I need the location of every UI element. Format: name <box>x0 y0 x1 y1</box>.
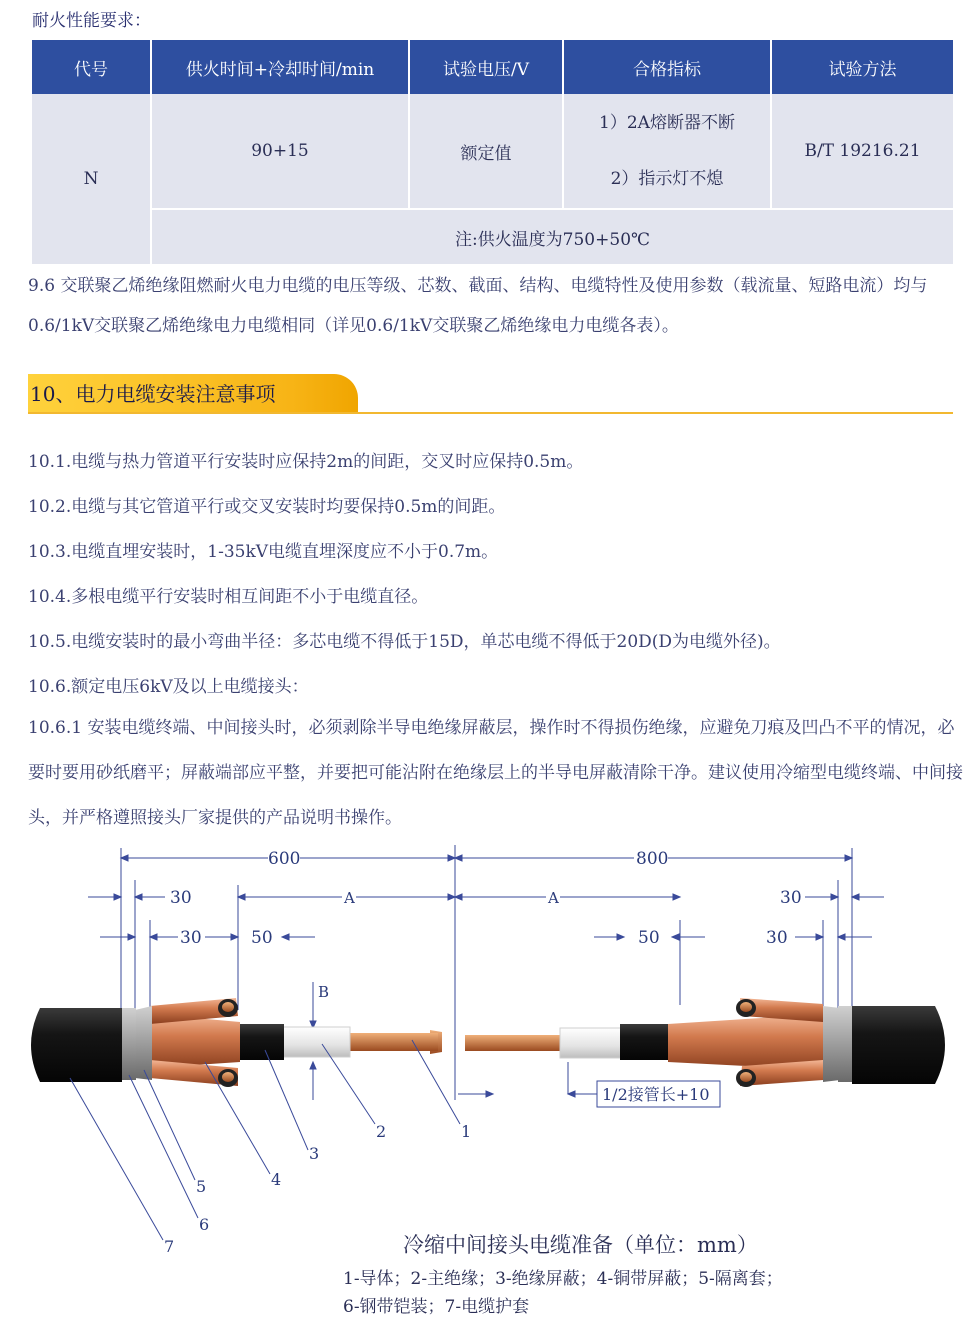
leader-6 <box>129 1075 198 1218</box>
fire-performance-title: 耐火性能要求： <box>32 11 151 31</box>
arrow <box>838 934 845 940</box>
left-core-conductor-upper <box>222 1002 234 1012</box>
label-30-left-bottom: 30 <box>180 928 202 948</box>
left-cable <box>31 998 442 1087</box>
callout-4: 4 <box>271 1170 282 1189</box>
header-method: 试验方法 <box>772 40 953 94</box>
right-copper-screen-core <box>668 1014 823 1070</box>
arrow <box>128 934 135 940</box>
item-10-1: 10.1.电缆与热力管道平行安装时应保持2m的间距，交叉时应保持0.5m。 <box>28 452 584 472</box>
left-outer-sheath <box>31 1008 122 1082</box>
callout-3: 3 <box>309 1144 320 1163</box>
callout-1: 1 <box>461 1122 472 1141</box>
cell-method: B/T 19216.21 <box>772 94 953 208</box>
label-800: 800 <box>636 849 669 869</box>
label-600: 600 <box>268 849 301 869</box>
right-steel-armour <box>838 1006 852 1082</box>
label-b: B <box>318 983 330 1001</box>
label-half-tube: 1/2接管长+10 <box>602 1085 710 1104</box>
cell-code: N <box>32 94 152 264</box>
arrow <box>150 934 157 940</box>
arrow <box>238 894 245 900</box>
header-code: 代号 <box>32 40 152 94</box>
cell-voltage: 额定值 <box>410 94 564 208</box>
arrow <box>486 1091 493 1097</box>
table-note: 注:供火温度为750+50℃ <box>152 208 953 264</box>
right-cable <box>465 998 945 1087</box>
arrow <box>568 1091 575 1097</box>
diagram-caption: 冷缩中间接头电缆准备（单位：mm） <box>403 1233 758 1257</box>
right-main-insulation <box>560 1028 622 1058</box>
arrow <box>455 855 462 861</box>
callout-6: 6 <box>199 1215 210 1234</box>
right-outer-sheath <box>852 1006 945 1084</box>
table-note-row <box>32 208 953 264</box>
section-title: 10、电力电缆安装注意事项 <box>30 382 276 406</box>
cell-criteria <box>564 94 772 208</box>
item-10-4: 10.4.多根电缆平行安装时相互间距不小于电缆直径。 <box>28 587 429 607</box>
section-header <box>28 372 953 416</box>
arrow <box>816 934 823 940</box>
header-time: 供火时间+冷却时间/min <box>152 40 410 94</box>
arrow <box>831 894 838 900</box>
section-header-underline <box>28 412 953 414</box>
left-separation-sheath <box>135 1006 152 1080</box>
arrow <box>845 855 852 861</box>
criteria-2: 2）指示灯不熄 <box>610 169 724 189</box>
callout-7: 7 <box>164 1237 175 1256</box>
criteria-1: 1）2A熔断器不断 <box>599 113 735 133</box>
leader-3 <box>265 1050 308 1150</box>
diagram-legend-line-2: 6-钢带铠装；7-电缆护套 <box>343 1297 530 1317</box>
leader-5 <box>144 1070 195 1180</box>
paragraph-9-6: 9.6 交联聚乙烯绝缘阻燃耐火电力电缆的电压等级、芯数、截面、结构、电缆特性及使用参数（载流量、短路电流）均与0.6/1kV交联聚乙烯绝缘电力电缆相同（详见0.6/1kV交联聚乙烯绝缘电力电缆各表）。 <box>28 276 928 336</box>
header-voltage: 试验电压/V <box>410 40 564 94</box>
right-core-conductor-lower <box>740 1072 752 1082</box>
right-conductor <box>465 1035 565 1051</box>
arrow <box>852 894 859 900</box>
callout-5: 5 <box>196 1177 207 1196</box>
label-a-left: A <box>344 889 355 907</box>
label-30-right-bottom: 30 <box>766 928 788 948</box>
left-steel-armour <box>122 1008 136 1080</box>
arrow <box>135 894 142 900</box>
left-conductor <box>350 1033 438 1051</box>
leader-7 <box>70 1078 163 1240</box>
right-core-conductor-upper <box>740 1002 752 1012</box>
right-separation-sheath <box>823 1006 840 1082</box>
arrow <box>673 894 680 900</box>
arrow <box>310 1062 316 1069</box>
arrow <box>121 855 128 861</box>
table-row <box>32 94 953 208</box>
paragraph-10-6-1: 10.6.1 安装电缆终端、中间接头时，必须剥除半导电绝缘屏蔽层，操作时不得损伤绝缘，应避免刀痕及凹凸不平的情况，必要时要用砂纸磨平；屏蔽端部应平整，并要把可能沾附在绝缘层上的半导电屏蔽清除干净。建议使用冷缩型电缆终端、中间接头，并严格遵照接头厂家提供的产品说明书操作。 <box>28 718 963 828</box>
arrow <box>672 934 679 940</box>
cell-time: 90+15 <box>152 94 410 208</box>
fire-performance-table <box>32 40 953 264</box>
left-main-insulation <box>282 1027 350 1057</box>
diagram-legend-line-1: 1-导体；2-主绝缘；3-绝缘屏蔽；4-铜带屏蔽；5-隔离套； <box>343 1269 783 1289</box>
label-a-right: A <box>548 889 559 907</box>
header-criteria: 合格指标 <box>564 40 772 94</box>
arrow <box>114 894 121 900</box>
dimension-labels <box>170 849 802 1104</box>
left-insulation-screen <box>236 1024 284 1060</box>
right-insulation-screen <box>620 1024 670 1060</box>
callout-2: 2 <box>376 1122 387 1141</box>
label-50-left: 50 <box>251 928 273 948</box>
arrow <box>617 934 624 940</box>
item-10-3: 10.3.电缆直埋安装时，1-35kV电缆直埋深度应不小于0.7m。 <box>28 542 499 562</box>
left-core-conductor-lower <box>222 1072 234 1082</box>
item-10-6: 10.6.额定电压6kV及以上电缆接头： <box>28 677 309 697</box>
table-header-row <box>32 40 953 94</box>
arrow <box>282 934 289 940</box>
label-30-right-top: 30 <box>780 888 802 908</box>
arrow <box>455 894 462 900</box>
item-10-2: 10.2.电缆与其它管道平行或交叉安装时均要保持0.5m的间距。 <box>28 497 506 517</box>
label-50-right: 50 <box>638 928 660 948</box>
arrow <box>231 934 238 940</box>
label-30-left-top: 30 <box>170 888 192 908</box>
item-10-5: 10.5.电缆安装时的最小弯曲半径：多芯电缆不得低于15D，单芯电缆不得低于20D(D为电缆外径)。 <box>28 632 781 652</box>
